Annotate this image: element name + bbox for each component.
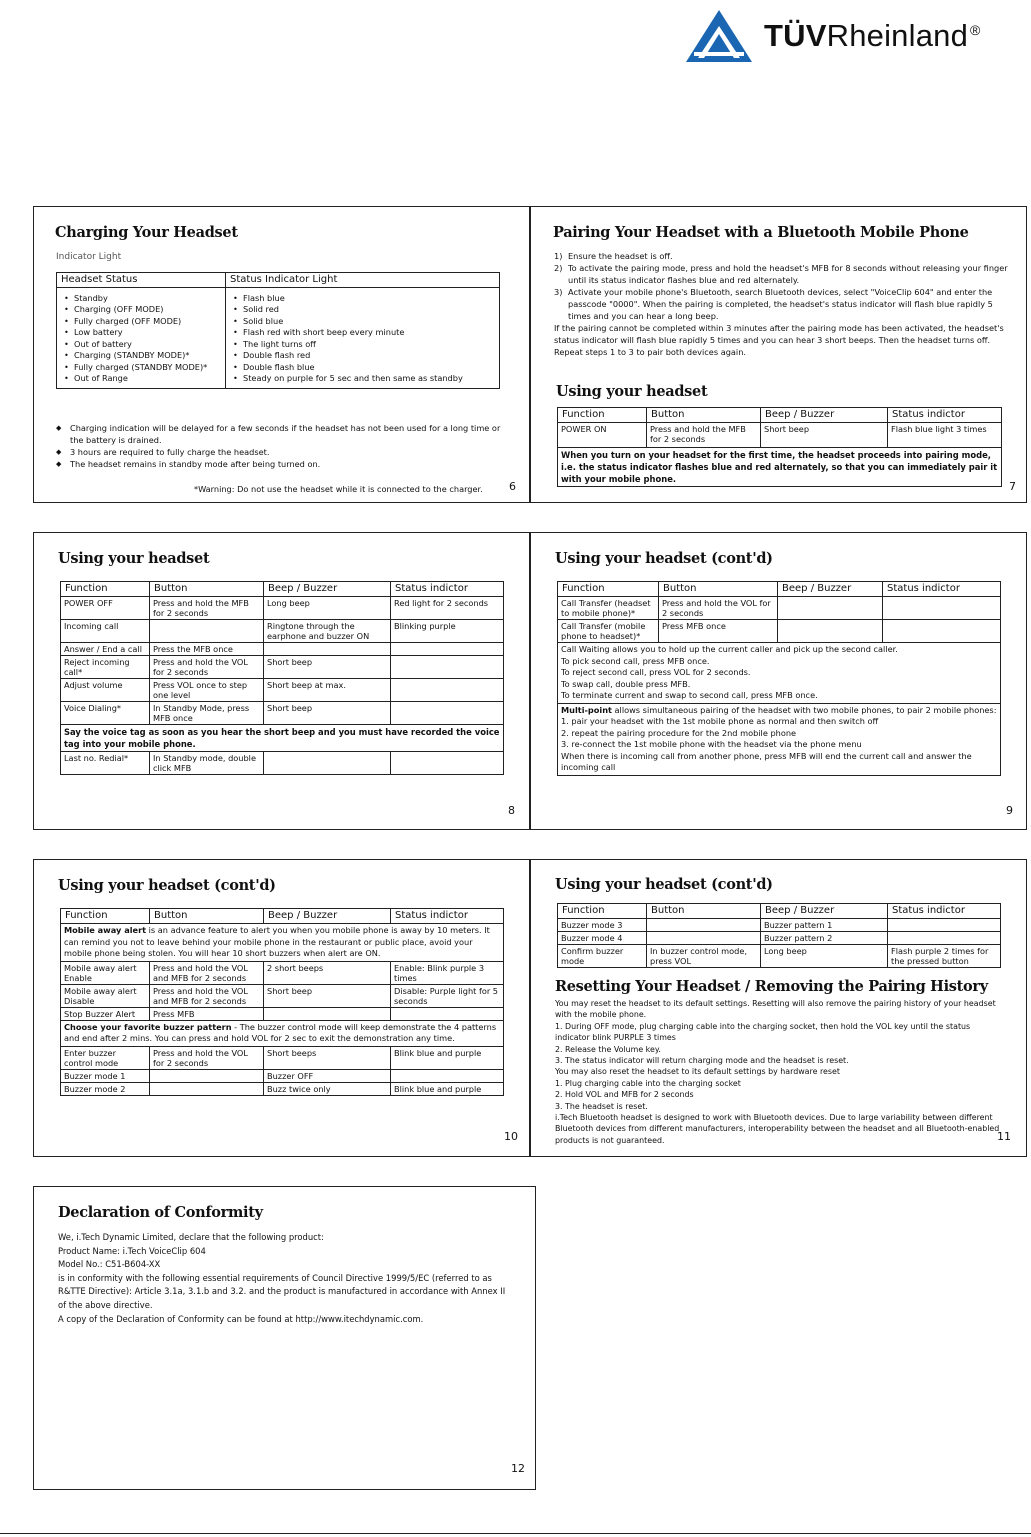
cell: Press MFB once: [659, 620, 778, 643]
cell: Long beep: [761, 945, 888, 968]
declaration-line: We, i.Tech Dynamic Limited, declare that the following product:: [58, 1232, 324, 1242]
cell: Short beep at max.: [264, 679, 391, 702]
functions-table: [60, 581, 504, 775]
status-list-item: • Charging (STANDBY MODE)*: [60, 350, 222, 360]
table-row: [61, 679, 504, 702]
cell: [647, 932, 761, 945]
page-number: 12: [511, 1462, 525, 1475]
status-table: [56, 272, 500, 389]
cell: Press and hold the VOL and MFB for 2 seconds: [150, 984, 264, 1007]
cell: Short beeps: [264, 1046, 391, 1069]
cell: Flash purple 2 times for the pressed button: [888, 945, 1001, 968]
reset-instructions: [555, 998, 1005, 1146]
cell: POWER OFF: [61, 597, 150, 620]
header-beep: Beep / Buzzer: [778, 582, 883, 597]
header-beep: Beep / Buzzer: [264, 909, 391, 924]
status-list-item: • Solid red: [229, 304, 496, 314]
cell: Short beep: [264, 656, 391, 679]
cell: Reject incoming call*: [61, 656, 150, 679]
cell: [264, 752, 391, 775]
header-status: Status indictor: [888, 904, 1001, 919]
page-12-title: Declaration of Conformity: [58, 1204, 263, 1221]
pairing-fail-paragraph: If the pairing cannot be completed within 3 minutes after the pairing mode has been activated, the headset's status indicator will flash blue rapidly 5 times and you can hear 3 short beeps. Then the headset turns off. Repeat steps 1 to 3 to pair both devices again.: [554, 323, 1004, 357]
header-function: Function: [558, 582, 659, 597]
page-7-title: Pairing Your Headset with a Bluetooth Mobile Phone: [553, 224, 969, 241]
cell: Buzzer mode 2: [61, 1082, 150, 1095]
light-list-cell: [226, 288, 500, 389]
cell: Short beep: [264, 702, 391, 725]
header-button: Button: [150, 582, 264, 597]
page-number: 9: [1006, 804, 1013, 817]
multipoint-step: 3. re-connect the 1st mobile phone with the headset via the phone menu: [561, 739, 862, 749]
cell: Confirm buzzer mode: [558, 945, 647, 968]
indicator-light-subtitle: Indicator Light: [56, 252, 122, 262]
cell: [391, 656, 504, 679]
cell: [647, 919, 761, 932]
cell: Voice Dialing*: [61, 702, 150, 725]
status-list-item: • Double flash blue: [229, 362, 496, 372]
table-row: [61, 1007, 504, 1020]
cell: Buzzer pattern 2: [761, 932, 888, 945]
page-6-panel: [33, 206, 530, 503]
header-button: Button: [647, 408, 761, 423]
header-button: Button: [647, 904, 761, 919]
page-8-title: Using your headset: [58, 550, 210, 567]
buzzer-pattern-cell: Choose your favorite buzzer pattern - The buzzer control mode will keep demonstrate the 4 patterns and end after 2 mins. You can press and hold VOL for 2 sec to exit the demonstration any time.: [61, 1020, 504, 1046]
pairing-step: Activate your mobile phone's Bluetooth, search Bluetooth devices, select "VoiceClip 604" and enter the passcode "0000". When the pairing is completed, the headset's status indicator will flash blue rapidly 5 times and you can hear a long beep.: [568, 287, 993, 321]
alert-table: [60, 908, 504, 1096]
multipoint-step: 1. pair your headset with the 1st mobile phone as normal and then switch off: [561, 716, 879, 726]
cell: [150, 1082, 264, 1095]
cell: Flash blue light 3 times: [888, 423, 1002, 448]
cell: Stop Buzzer Alert: [61, 1007, 150, 1020]
table-row: [61, 961, 504, 984]
cell: Buzzer pattern 1: [761, 919, 888, 932]
header-function: Function: [558, 904, 647, 919]
mobile-away-alert-cell: Mobile away alert is an advance feature to alert you when you mobile phone is away by 10 meters. It can remind you not to leave behind your mobile phone in the restaurant or public place, avoid your mobile phone being stolen. You will hear 10 short buzzers when alert are ON.: [61, 924, 504, 962]
status-list-item: • Out of battery: [60, 339, 222, 349]
page-11-title: Using your headset (cont'd): [555, 876, 773, 893]
hw-reset-step: 3. The headset is reset.: [555, 1101, 648, 1111]
waiting-line: To reject second call, press VOL for 2 seconds.: [561, 667, 751, 677]
cell: Disable: Purple light for 5 seconds: [391, 984, 504, 1007]
status-list-item: • Charging (OFF MODE): [60, 304, 222, 314]
cell: Blink blue and purple: [391, 1082, 504, 1095]
cell: In Standby mode, double click MFB: [150, 752, 264, 775]
table-row: [558, 620, 1001, 643]
waiting-line: To terminate current and swap to second call, press MFB once.: [561, 690, 818, 700]
cell: Press and hold the VOL for 2 seconds: [150, 1046, 264, 1069]
cell: [883, 597, 1001, 620]
reset-step: 3. The status indicator will return charging mode and the headset is reset.: [555, 1056, 849, 1066]
cell: Red light for 2 seconds: [391, 597, 504, 620]
cell: Call Transfer (headset to mobile phone)*: [558, 597, 659, 620]
declaration-line: Model No.: C51-B604-XX: [58, 1259, 161, 1270]
cell: Press MFB: [150, 1007, 264, 1020]
cell: [391, 643, 504, 656]
page-7-panel: [530, 206, 1027, 503]
cell: Buzzer mode 4: [558, 932, 647, 945]
cell: Mobile away alert Disable: [61, 984, 150, 1007]
table-row: [61, 656, 504, 679]
declaration-line: A copy of the Declaration of Conformity can be found at http://www.itechdynamic.com.: [58, 1313, 424, 1324]
cell: [391, 1007, 504, 1020]
multipoint-step: 2. repeat the pairing procedure for the 2nd mobile phone: [561, 727, 797, 738]
header-beep: Beep / Buzzer: [264, 582, 391, 597]
declaration-line: Product Name: i.Tech VoiceClip 604: [58, 1245, 206, 1256]
status-list-cell: [57, 288, 226, 389]
waiting-line: To pick second call, press MFB once.: [561, 655, 710, 666]
cell: [778, 597, 883, 620]
status-list-item: • Out of Range: [60, 373, 222, 383]
header-beep: Beep / Buzzer: [761, 904, 888, 919]
page-number: 8: [508, 804, 515, 817]
cell: Press and hold the VOL for 2 seconds: [659, 597, 778, 620]
status-list-item: • Steady on purple for 5 sec and then same as standby: [229, 373, 496, 383]
cell: [391, 752, 504, 775]
page-number: 10: [504, 1130, 518, 1143]
pairing-step: To activate the pairing mode, press and hold the headset's MFB for 8 seconds without releasing your finger until its status indicator flashes blue and red alternately.: [568, 263, 1008, 285]
status-list-item: • Flash blue: [229, 293, 496, 303]
table-row: [61, 1046, 504, 1069]
cell: [888, 932, 1001, 945]
cell: [264, 1007, 391, 1020]
cell: Mobile away alert Enable: [61, 961, 150, 984]
hw-reset-step: 1. Plug charging cable into the charging socket: [555, 1078, 741, 1088]
cell: [883, 620, 1001, 643]
cell: [391, 1069, 504, 1082]
cell: Call Transfer (mobile phone to headset)*: [558, 620, 659, 643]
page-12-panel: [33, 1186, 536, 1490]
pairing-steps: 1) Ensure the headset is off. 2) To activate the pairing mode, press and hold the headset's MFB for 8 seconds without releasing your finger until its status indicator flashes blue and red alternately. 3) Activate your mobile phone's Bluetooth, search Bluetooth devices, select "VoiceClip 604" and enter the passcode "0000". When the pairing is completed, the headset's status indicator will flash blue rapidly 5 times and you can hear a long beep. If the pairing cannot be completed within 3 minutes after the pairing mode has been activated, the headset's status indicator will flash blue rapidly 5 times and you can hear 3 short beeps. Then the headset turns off. Repeat steps 1 to 3 to pair both devices again.: [554, 251, 1008, 357]
cell: Enable: Blink purple 3 times: [391, 961, 504, 984]
cell: Press the MFB once: [150, 643, 264, 656]
table-row: [61, 702, 504, 725]
header-button: Button: [659, 582, 778, 597]
page-11-panel: [530, 859, 1027, 1157]
table-row: [558, 932, 1001, 945]
page-number: 11: [997, 1130, 1011, 1143]
status-list-item: • Double flash red: [229, 350, 496, 360]
multipoint-cell: Multi-point allows simultaneous pairing of the headset with two mobile phones, to pair 2 mobile phones: 1. pair your headset with the 1st mobile phone as normal and then switch off 2. repeat the pairing procedure for the 2nd mobile phone 3. re-connect the 1st mobile phone with the headset via the phone menu When there is incoming call from another phone, press MFB will end the current call and answer the incoming call: [558, 703, 1001, 775]
status-list-item: • Low battery: [60, 327, 222, 337]
cell: Press VOL once to step one level: [150, 679, 264, 702]
header-headset-status: Headset Status: [57, 273, 226, 288]
cell: Adjust volume: [61, 679, 150, 702]
cell: Buzz twice only: [264, 1082, 391, 1095]
cell: Press and hold the VOL and MFB for 2 seconds: [150, 961, 264, 984]
table-row: [61, 643, 504, 656]
cell: [888, 919, 1001, 932]
cell: [778, 620, 883, 643]
cell: In Standby Mode, press MFB once: [150, 702, 264, 725]
table-row: [61, 1069, 504, 1082]
buzzer-table: [557, 903, 1001, 968]
page-number: 7: [1009, 480, 1016, 493]
cell: Short beep: [264, 984, 391, 1007]
pairing-step: Ensure the headset is off.: [568, 251, 673, 261]
cell: [150, 1069, 264, 1082]
using-headset-title: Using your headset: [556, 383, 708, 400]
header-button: Button: [150, 909, 264, 924]
charger-warning: *Warning: Do not use the headset while it is connected to the charger.: [194, 484, 483, 494]
header-function: Function: [61, 909, 150, 924]
status-list-item: • The light turns off: [229, 339, 496, 349]
status-list-item: • Fully charged (STANDBY MODE)*: [60, 362, 222, 372]
note-item: 3 hours are required to fully charge the headset.: [70, 447, 270, 457]
cell: Ringtone through the earphone and buzzer ON: [264, 620, 391, 643]
table-row: [61, 620, 504, 643]
hw-reset-intro: You may also reset the headset to its default settings by hardware reset: [555, 1067, 840, 1077]
cell: Blink blue and purple: [391, 1046, 504, 1069]
reset-step: 2. Release the Volume key.: [555, 1044, 661, 1054]
call-waiting-cell: [558, 643, 1001, 704]
status-list-item: • Standby: [60, 293, 222, 303]
cell: 2 short beeps: [264, 961, 391, 984]
resetting-title: Resetting Your Headset / Removing the Pairing History: [555, 978, 988, 995]
page-9-title: Using your headset (cont'd): [555, 550, 773, 567]
voice-tag-note: Say the voice tag as soon as you hear the short beep and you must have recorded the voice tag into your mobile phone.: [61, 725, 504, 752]
charging-notes: ◆ Charging indication will be delayed for a few seconds if the headset has not been used for a long time or the battery is drained. ◆ 3 hours are required to fully charge the headset. ◆ The headset remains in standby mode after being turned on.: [56, 422, 506, 470]
cell: [391, 679, 504, 702]
cell: [391, 702, 504, 725]
declaration-text: [58, 1231, 513, 1326]
cell: Press and hold the MFB for 2 seconds: [647, 423, 761, 448]
table-row: [558, 597, 1001, 620]
hw-reset-step: 2. Hold VOL and MFB for 2 seconds: [555, 1090, 694, 1100]
header-function: Function: [558, 408, 647, 423]
cell: Blinking purple: [391, 620, 504, 643]
table-row: [61, 1082, 504, 1095]
cell: Buzzer mode 1: [61, 1069, 150, 1082]
cell: In buzzer control mode, press VOL: [647, 945, 761, 968]
logo-text: TÜVRheinland ®: [764, 18, 981, 53]
table-row: [558, 945, 1001, 968]
table-row: [61, 984, 504, 1007]
header-status: Status indictor: [883, 582, 1001, 597]
bottom-rule: [0, 1533, 1031, 1534]
cell: POWER ON: [558, 423, 647, 448]
first-time-note: When you turn on your headset for the first time, the headset proceeds into pairing mode, i.e. the status indicator flashes blue and red alternately, so that you can immediately pair it with your mobile phone.: [558, 448, 1002, 487]
cell: Press and hold the MFB for 2 seconds: [150, 597, 264, 620]
cell: Long beep: [264, 597, 391, 620]
cell: Incoming call: [61, 620, 150, 643]
table-row: [61, 597, 504, 620]
page-10-title: Using your headset (cont'd): [58, 877, 276, 894]
header-beep: Beep / Buzzer: [761, 408, 888, 423]
note-item: The headset remains in standby mode after being turned on.: [70, 459, 321, 469]
cell: Answer / End a call: [61, 643, 150, 656]
page-8-panel: [33, 532, 530, 830]
compatibility-disclaimer: i.Tech Bluetooth headset is designed to work with Bluetooth devices. Due to large variability between different Bluetooth devices from different manufacturers, interoperability between the headset and all Bluetooth-enabled products is not guaranteed.: [555, 1113, 1000, 1145]
waiting-line: To swap call, double press MFB.: [561, 678, 691, 689]
status-list-item: • Fully charged (OFF MODE): [60, 316, 222, 326]
tuv-triangle-icon: [684, 8, 754, 64]
multipoint-end: When there is incoming call from another phone, press MFB will end the current call and answer the incoming call: [561, 750, 972, 772]
cell: [264, 643, 391, 656]
table-row: [558, 919, 1001, 932]
cell: Last no. Redial*: [61, 752, 150, 775]
cell: Buzzer mode 3: [558, 919, 647, 932]
reset-step: 1. During OFF mode, plug charging cable into the charging socket, then hold the VOL key until the status indicator blink PURPLE 3 times: [555, 1021, 971, 1043]
cell: Buzzer OFF: [264, 1069, 391, 1082]
page-10-panel: [33, 859, 530, 1157]
declaration-line: is in conformity with the following essential requirements of Council Directive 1999/5/EC (referred to as R&TTE Directive): Article 3.1a, 3.1.b and 3.2. and the product is manufactured in accordance with Annex II of the above directive.: [58, 1272, 506, 1310]
page-9-panel: [530, 532, 1027, 830]
power-on-table: [557, 407, 1002, 487]
page-6-title: Charging Your Headset: [55, 224, 238, 241]
reset-intro: You may reset the headset to its default settings. Resetting will also remove the pairing history of your headset with the mobile phone.: [555, 999, 996, 1020]
header-status-light: Status Indicator Light: [226, 273, 500, 288]
header-status: Status indictor: [391, 909, 504, 924]
page-number: 6: [509, 480, 516, 493]
tuv-rheinland-logo: [684, 6, 1024, 66]
header-status: Status indictor: [888, 408, 1002, 423]
call-functions-table: [557, 581, 1001, 776]
cell: [150, 620, 264, 643]
cell: Press and hold the VOL for 2 seconds: [150, 656, 264, 679]
cell: Enter buzzer control mode: [61, 1046, 150, 1069]
waiting-line: Call Waiting allows you to hold up the current caller and pick up the second caller.: [561, 644, 898, 654]
note-item: Charging indication will be delayed for a few seconds if the headset has not been used for a long time or the battery is drained.: [70, 423, 501, 445]
cell: Short beep: [761, 423, 888, 448]
header-status: Status indictor: [391, 582, 504, 597]
header-function: Function: [61, 582, 150, 597]
status-list-item: • Solid blue: [229, 316, 496, 326]
status-list-item: • Flash red with short beep every minute: [229, 327, 496, 337]
